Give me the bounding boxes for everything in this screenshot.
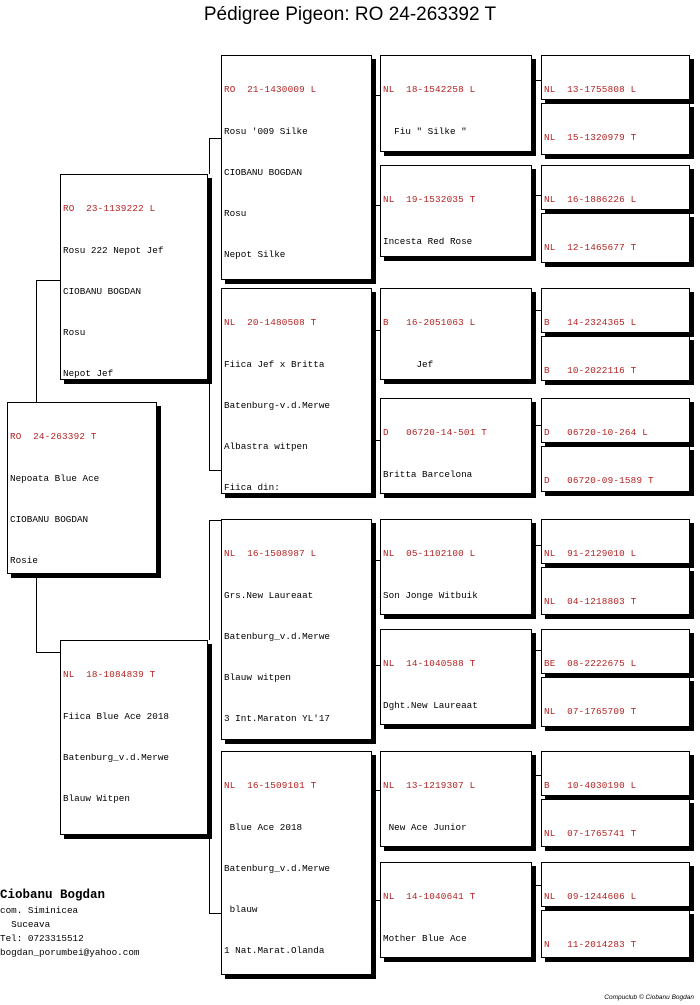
page-title: Pédigree Pigeon: RO 24-263392 T [203, 4, 497, 25]
ring-number: NL 09-1244606 L [544, 891, 637, 903]
pigeon-card-gen5-3 [541, 165, 690, 210]
pigeon-card-gen5-1 [541, 55, 690, 100]
pigeon-card-gen5-8 [541, 446, 690, 492]
ring-number: B 10-2022116 T [544, 365, 637, 377]
info-line: Batenburg-v.d.Merwe [224, 399, 331, 411]
info-line: 3 Int.Maraton YL'17 [224, 712, 331, 724]
connector-line [533, 775, 541, 776]
connector-line [36, 280, 60, 281]
info-line: Fiu " Silke " [383, 125, 467, 137]
connector-line [372, 95, 380, 96]
ring-number: B 14-2324365 L [544, 317, 637, 329]
breeder-address: com. Siminicea [0, 905, 79, 916]
pigeon-card-gen4-6 [380, 629, 532, 725]
pigeon-card-gen5-12 [541, 677, 690, 727]
ring-number: BE 08-2222675 L [544, 658, 637, 670]
ring-number: NL 07-1765709 T [544, 706, 637, 718]
pigeon-card-gen5-6 [541, 336, 690, 381]
pigeon-card-gen5-11 [541, 629, 690, 674]
connector-line [36, 280, 37, 402]
ring-number: D 06720-10-264 L [544, 427, 649, 439]
pigeon-card-gen5-7 [541, 398, 690, 443]
info-line: CIOBANU BOGDAN [10, 513, 89, 525]
info-line: Fiica Jef x Britta [224, 358, 325, 370]
connector-line [372, 665, 380, 666]
breeder-city: Suceava [0, 919, 51, 930]
connector-line [533, 310, 541, 311]
info-line: CIOBANU BOGDAN [63, 285, 142, 297]
copyright-notice: Compuclub © Ciobanu Bogdan [604, 994, 694, 1001]
info-line: Nepot Jef [63, 367, 114, 379]
info-line: Mother Blue Ace [383, 932, 467, 944]
info-line: Nepoata Blue Ace [10, 472, 100, 484]
pigeon-card-gen5-4 [541, 213, 690, 263]
connector-line [372, 440, 380, 441]
ring-number: D 06720-14-501 T [383, 427, 488, 439]
ring-number: RO 24-263392 T [10, 431, 97, 443]
connector-line [209, 520, 221, 521]
breeder-phone: Tel: 0723315512 [0, 933, 84, 944]
pigeon-card-gen3-2 [221, 288, 372, 494]
connector-line [533, 885, 541, 886]
pigeon-card-gen5-9 [541, 519, 690, 564]
connector-line [209, 138, 221, 139]
breeder-email: bogdan_porumbei@yahoo.com [0, 947, 140, 958]
info-line: Batenburg_v.d.Merwe [224, 862, 331, 874]
pigeon-card-gen4-8 [380, 862, 532, 958]
info-line: Incesta Red Rose [383, 235, 473, 247]
ring-number: NL 91-2129010 L [544, 548, 637, 560]
pigeon-card-gen5-10 [541, 567, 690, 615]
ring-number: NL 05-1102100 L [383, 548, 476, 560]
connector-line [209, 380, 210, 470]
pigeon-card-gen3-3 [221, 519, 372, 740]
connector-line [372, 790, 380, 791]
info-line: New Ace Junior [383, 821, 467, 833]
info-line: Fiica din: [224, 481, 280, 493]
pigeon-card-subject [7, 402, 157, 574]
info-line: Rosu [224, 207, 247, 219]
connector-line [209, 520, 210, 640]
info-line: Blauw witpen [224, 671, 291, 683]
info-line: Son Jonge Witbuik [383, 589, 478, 601]
connector-line [533, 650, 541, 651]
info-line: Rosie [10, 554, 38, 566]
info-line: Jef [383, 358, 434, 370]
info-line: Britta Barcelona [383, 468, 473, 480]
ring-number: NL 12-1465677 T [544, 242, 637, 254]
info-line: Batenburg_v.d.Merwe [63, 751, 170, 763]
info-line: blauw [224, 903, 258, 915]
pigeon-card-dam [60, 640, 208, 835]
info-line [63, 833, 207, 835]
pigeon-card-gen5-2 [541, 103, 690, 155]
info-line: Blauw Witpen [63, 792, 130, 804]
info-line: Rosu [63, 326, 86, 338]
info-line: Nepot Silke [224, 248, 286, 260]
info-line: Rosu 222 Nepot Jef [63, 244, 164, 256]
info-line: Grs.New Laureaat [224, 589, 314, 601]
connector-line [533, 80, 541, 81]
ring-number: NL 14-1040588 T [383, 658, 476, 670]
pigeon-card-gen4-3 [380, 288, 532, 380]
connector-line [372, 560, 380, 561]
connector-line [209, 835, 210, 913]
ring-number: RO 23-1139222 L [63, 203, 156, 215]
pigeon-card-gen3-4 [221, 751, 372, 975]
ring-number: NL 15-1320979 T [544, 132, 637, 144]
pigeon-card-gen4-4 [380, 398, 532, 494]
info-line: Blue Ace 2018 [224, 821, 303, 833]
pigeon-card-gen4-7 [380, 751, 532, 847]
ring-number: B 16-2051063 L [383, 317, 476, 329]
pigeon-card-gen4-1 [380, 55, 532, 152]
connector-line [533, 545, 541, 546]
connector-line [372, 330, 380, 331]
ring-number: NL 13-1755808 L [544, 84, 637, 96]
connector-line [209, 913, 221, 914]
ring-number: NL 16-1886226 L [544, 194, 637, 206]
info-line: Batenburg_v.d.Merwe [224, 630, 331, 642]
connector-line [209, 470, 221, 471]
ring-number: NL 07-1765741 T [544, 828, 637, 840]
pigeon-card-gen5-15 [541, 862, 690, 907]
breeder-info [0, 886, 139, 960]
connector-line [372, 900, 380, 901]
info-line: Dght.New Laureaat [383, 699, 478, 711]
pigeon-card-gen5-16 [541, 910, 690, 958]
pigeon-card-gen3-1 [221, 55, 372, 280]
ring-number: RO 21-1430009 L [224, 84, 317, 96]
breeder-name: Ciobanu Bogdan [0, 888, 106, 902]
pigeon-card-gen4-2 [380, 165, 532, 257]
ring-number: NL 13-1219307 L [383, 780, 476, 792]
connector-line [533, 195, 541, 196]
pigeon-card-gen5-14 [541, 799, 690, 847]
pigeon-card-gen5-13 [541, 751, 690, 796]
ring-number: NL 20-1480508 T [224, 317, 317, 329]
ring-number: D 06720-09-1589 T [544, 475, 654, 487]
info-line: Fiica Blue Ace 2018 [63, 710, 170, 722]
ring-number: NL 16-1509101 T [224, 780, 317, 792]
ring-number: N 11-2014283 T [544, 939, 637, 951]
connector-line [372, 205, 380, 206]
info-line: Albastra witpen [224, 440, 308, 452]
ring-number: NL 19-1532035 T [383, 194, 476, 206]
info-line: 1 Nat.Marat.Olanda [224, 944, 325, 956]
pigeon-card-gen5-5 [541, 288, 690, 333]
ring-number: NL 04-1218803 T [544, 596, 637, 608]
ring-number: B 10-4030190 L [544, 780, 637, 792]
connector-line [36, 574, 37, 652]
info-line: CIOBANU BOGDAN [224, 166, 303, 178]
info-line: Rosu '009 Silke [224, 125, 308, 137]
connector-line [533, 425, 541, 426]
ring-number: NL 16-1508987 L [224, 548, 317, 560]
ring-number: NL 18-1542258 L [383, 84, 476, 96]
ring-number: NL 14-1040641 T [383, 891, 476, 903]
ring-number: NL 18-1084839 T [63, 669, 156, 681]
pigeon-card-gen4-5 [380, 519, 532, 615]
connector-line [209, 138, 210, 174]
pigeon-card-sire [60, 174, 208, 380]
connector-line [36, 652, 60, 653]
